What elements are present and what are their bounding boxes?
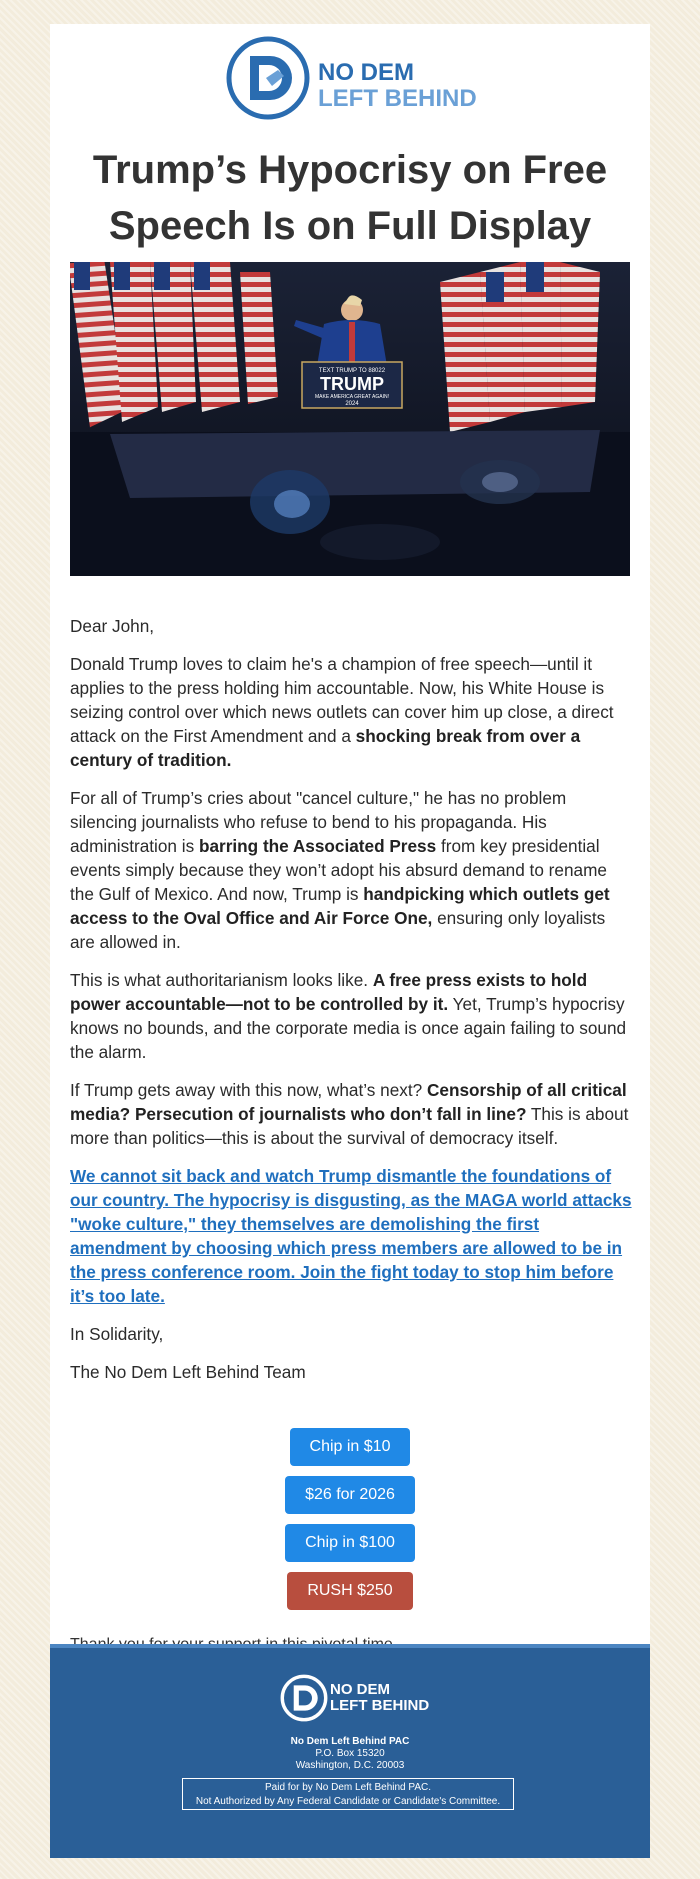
26-for-2026-button[interactable]: $26 for 2026 [285,1476,415,1514]
chip-in-100-button[interactable]: Chip in $100 [285,1524,415,1562]
pac-name: No Dem Left Behind PAC [290,1736,410,1747]
podium-text-top: TEXT TRUMP TO 88022 [318,368,386,374]
p4-text-a: If Trump gets away with this now, what’s next? [70,1080,427,1100]
p3-text-a: This is what authoritarianism looks like. [70,970,373,990]
p3-text-b: Yet, Trump’s hypocrisy knows no bounds, and the corporate media is once again failing to sound the alarm. [70,994,627,1062]
p2-text-a: For all of Trump’s cries about "cancel culture," he has no problem silencing journalists who refuse to bend to his propaganda. His administration is [70,788,567,856]
greeting: Dear John, [70,616,155,636]
p1-bold: shocking break from over a century of tradition. [70,726,581,770]
footer-d-logo-icon [280,1674,328,1722]
disclaimer-line1: Paid for by No Dem Left Behind PAC. [264,1782,431,1793]
footer-address [50,1736,650,1772]
brand-logo[interactable] [226,36,486,124]
p2-text-c: ensuring only loyalists are allowed in. [70,908,606,952]
footer-brand-name [330,1682,429,1714]
email-card [50,24,650,1644]
p2-bold-b: handpicking which outlets get access to the Oval Office and Air Force One, [70,884,610,928]
rush-250-button[interactable]: RUSH $250 [287,1572,413,1610]
p2-text-b: from key presidential events simply because they won’t adopt his absurd demand to rename the Gulf of Mexico. And now, Trump is [70,836,607,904]
letter-body [70,614,632,1398]
po-box: P.O. Box 15320 [315,1748,385,1759]
p4-text-b: This is about more than politics—this is about the survival of democracy itself. [70,1104,629,1148]
podium-slogan: MAKE AMERICA GREAT AGAIN! [314,394,390,400]
p2-bold-a: barring the Associated Press [198,836,437,856]
page-title: Trump’s Hypocrisy on Free Speech Is on Full Display [92,148,608,248]
cta-paragraph [70,1164,632,1308]
rally-photo-icon [70,262,630,576]
p1-text: Donald Trump loves to claim he's a champion of free speech—until it applies to the press holding him accountable. Now, his White House is seizing control over which news outlets can cover him up close, a direct attack on the First Amendment and a [70,654,614,746]
brand-line1: NO DEM [318,59,414,86]
paragraph-2 [70,786,632,954]
disclaimer-line2: Not Authorized by Any Federal Candidate or Candidate's Committee. [195,1796,501,1807]
footer-brand-line2: LEFT BEHIND [330,1697,430,1714]
footer [50,1644,650,1858]
paragraph-4 [70,1078,632,1150]
cta-link[interactable]: We cannot sit back and watch Trump dismantle the foundations of our country. The hypocrisy is disgusting, as the MAGA world attacks "woke culture," they themselves are demolishing the first amendment by choosing which press members are allowed to be in the press conference room. Join the fight today to stop him before it’s too late. [70,1166,632,1306]
signature: The No Dem Left Behind Team [70,1362,306,1382]
paragraph-1 [70,652,632,772]
paid-for-disclaimer [182,1778,514,1810]
p4-bold: Censorship of all critical media? Persecution of journalists who don’t fall in line? [70,1080,627,1124]
brand-line2: LEFT BEHIND [318,85,477,112]
podium-name: TRUMP [320,374,384,394]
footer-brand-line1: NO DEM [330,1681,390,1698]
d-logo-icon [226,36,310,120]
closing: In Solidarity, [70,1324,164,1344]
chip-in-10-button[interactable]: Chip in $10 [290,1428,410,1466]
city: Washington, D.C. 20003 [295,1760,405,1771]
hero-image [70,262,630,576]
brand-name [318,60,477,112]
footer-logo[interactable] [280,1674,440,1726]
paragraph-3 [70,968,632,1064]
p3-bold: A free press exists to hold power accountable—not to be controlled by it. [70,970,588,1014]
podium-year: 2024 [345,401,359,407]
